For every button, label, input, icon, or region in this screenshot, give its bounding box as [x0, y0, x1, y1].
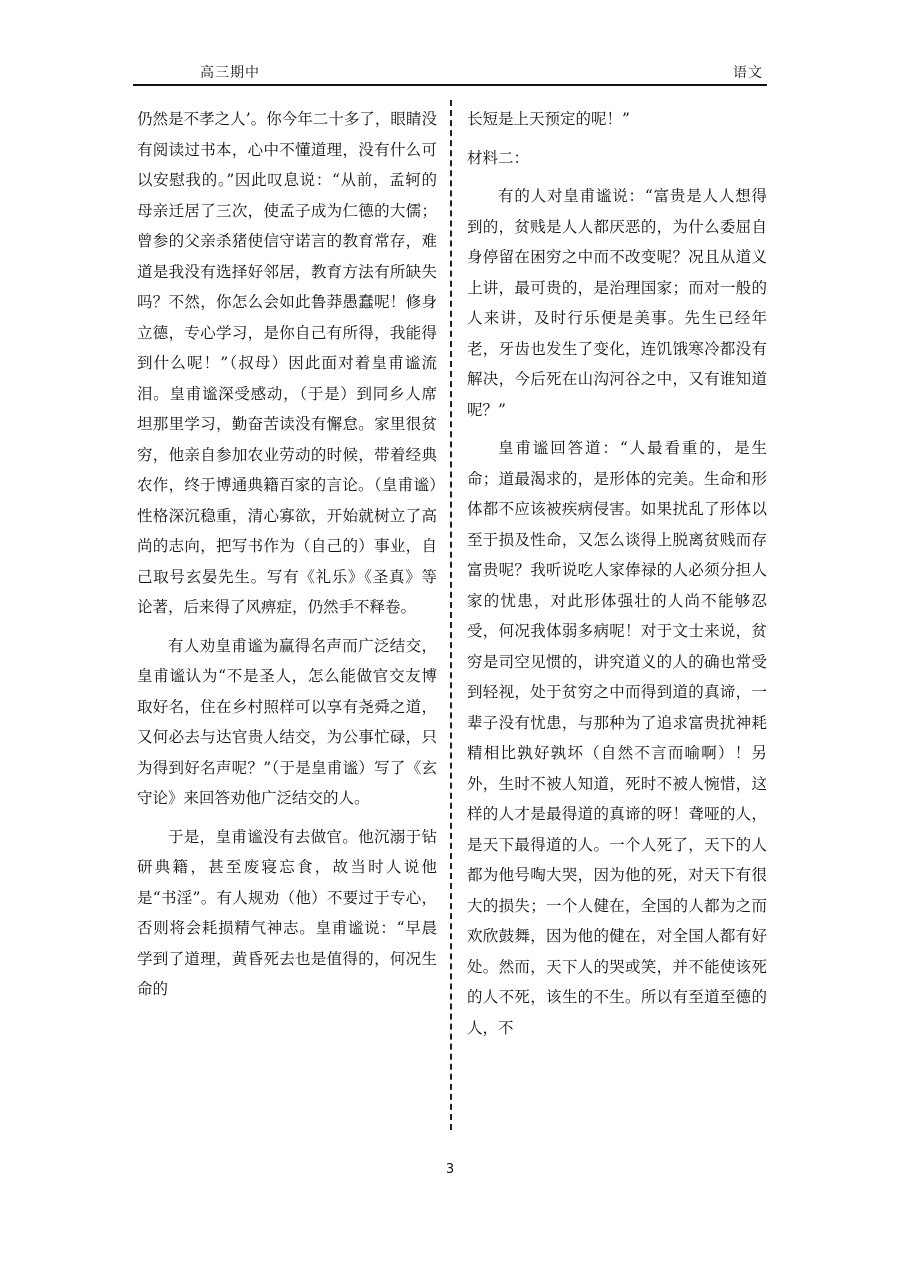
- page-number: 3: [445, 1162, 455, 1177]
- section-label: 材料二：: [467, 148, 530, 167]
- paragraph: 长短是上天预定的呢！”: [467, 110, 630, 128]
- paragraph: 皇甫谧回答道：“人最看重的，是生命；道最渴求的，是形体的完美。生命和形体都不应该被疾病侵害。如果扰乱了形体以至于损及性命，又怎么谈得上脱离贫贱而存富贵呢？我听说吃人家俸禄的人必须分担人家的忧患，对此形体强壮的人尚不能够忍受，何况我体弱多病呢！对于文士来说，贫穷是司空见惯的，讲究道义的人的确也常受到轻视，处于贫穷之中而得到道的真谛，一辈子没有忧患，与那种为了追求富贵扰神耗精相比孰好孰坏（自然不言而喻啊）！另外，生时不被人知道，死时不被人惋惜，这样的人才是最得道的真谛的呀！聋哑的人，是天下最得道的人。一个人死了，天下的人都为他号啕大哭，因为他的死，对天下有很大的损失；一个人健在，全国的人都为之而欢欣鼓舞，因为他的健在，对全国人都有好处。然而，天下人的哭或笑，并不能使该死的人不死，该生的不生。所以有至道至德的人，不: [467, 439, 767, 1037]
- paragraph: 仍然是不孝之人’。你今年二十多了，眼睛没有阅读过书本，心中不懂道理，没有什么可以安慰我的。”因此叹息说：“从前，孟轲的母亲迁居了三次，使孟子成为仁德的大儒；曾参的父亲杀猪使信守诺言的教育常存，难道是我没有选择好邻居，教育方法有所缺失吗？不然，你怎么会如此鲁莽愚蠢呢！修身立德，专心学习，是你自己有所得，我能得到什么呢！”（叔母）因此面对着皇甫谧流泪。皇甫谧深受感动，（于是）到同乡人席坦那里学习，勤奋苦读没有懈怠。家里很贫穷，他亲自参加农业劳动的时候，带着经典农作，终于博通典籍百家的言论。（皇甫谧）性格深沉稳重，清心寡欲，开始就树立了高尚的志向，把写书作为（自己的）事业，自己取号玄晏先生。写有《礼乐》《圣真》等论著，后来得了风痹症，仍然手不释卷。: [137, 110, 437, 616]
- header-exam-title: 高三期中: [200, 65, 260, 81]
- right-column: [467, 104, 767, 1051]
- header-subject: 语文: [733, 65, 763, 81]
- header-rule: [133, 84, 767, 86]
- paragraph: 于是，皇甫谧没有去做官。他沉溺于钻研典籍，甚至废寝忘食，故当时人说他是“书淫”。有人规劝（他）不要过于专心，否则将会耗损精气神志。皇甫谧说：“早晨学到了道理，黄昏死去也是值得的，何况生命的: [137, 827, 437, 998]
- paragraph: 有人劝皇甫谧为赢得名声而广泛结交，皇甫谧认为“不是圣人，怎么能做官交友博取好名，住在乡村照样可以享有尧舜之道，又何必去与达官贵人结交，为公事忙碌，只为得到好名声呢？”（于是皇甫谧）写了《玄守论》来回答劝他广泛结交的人。: [137, 636, 437, 807]
- paragraph: 有的人对皇甫谧说：“富贵是人人想得到的，贫贱是人人都厌恶的，为什么委屈自身停留在困穷之中而不改变呢？况且从道义上讲，最可贵的，是治理国家；而对一般的人来讲，及时行乐便是美事。先生已经年老，牙齿也发生了变化，连饥饿寒冷都没有解决，今后死在山沟河谷之中，又有谁知道呢？”: [467, 187, 767, 419]
- page-header: [133, 62, 767, 82]
- column-divider: [450, 100, 452, 1130]
- left-column: [137, 104, 437, 1013]
